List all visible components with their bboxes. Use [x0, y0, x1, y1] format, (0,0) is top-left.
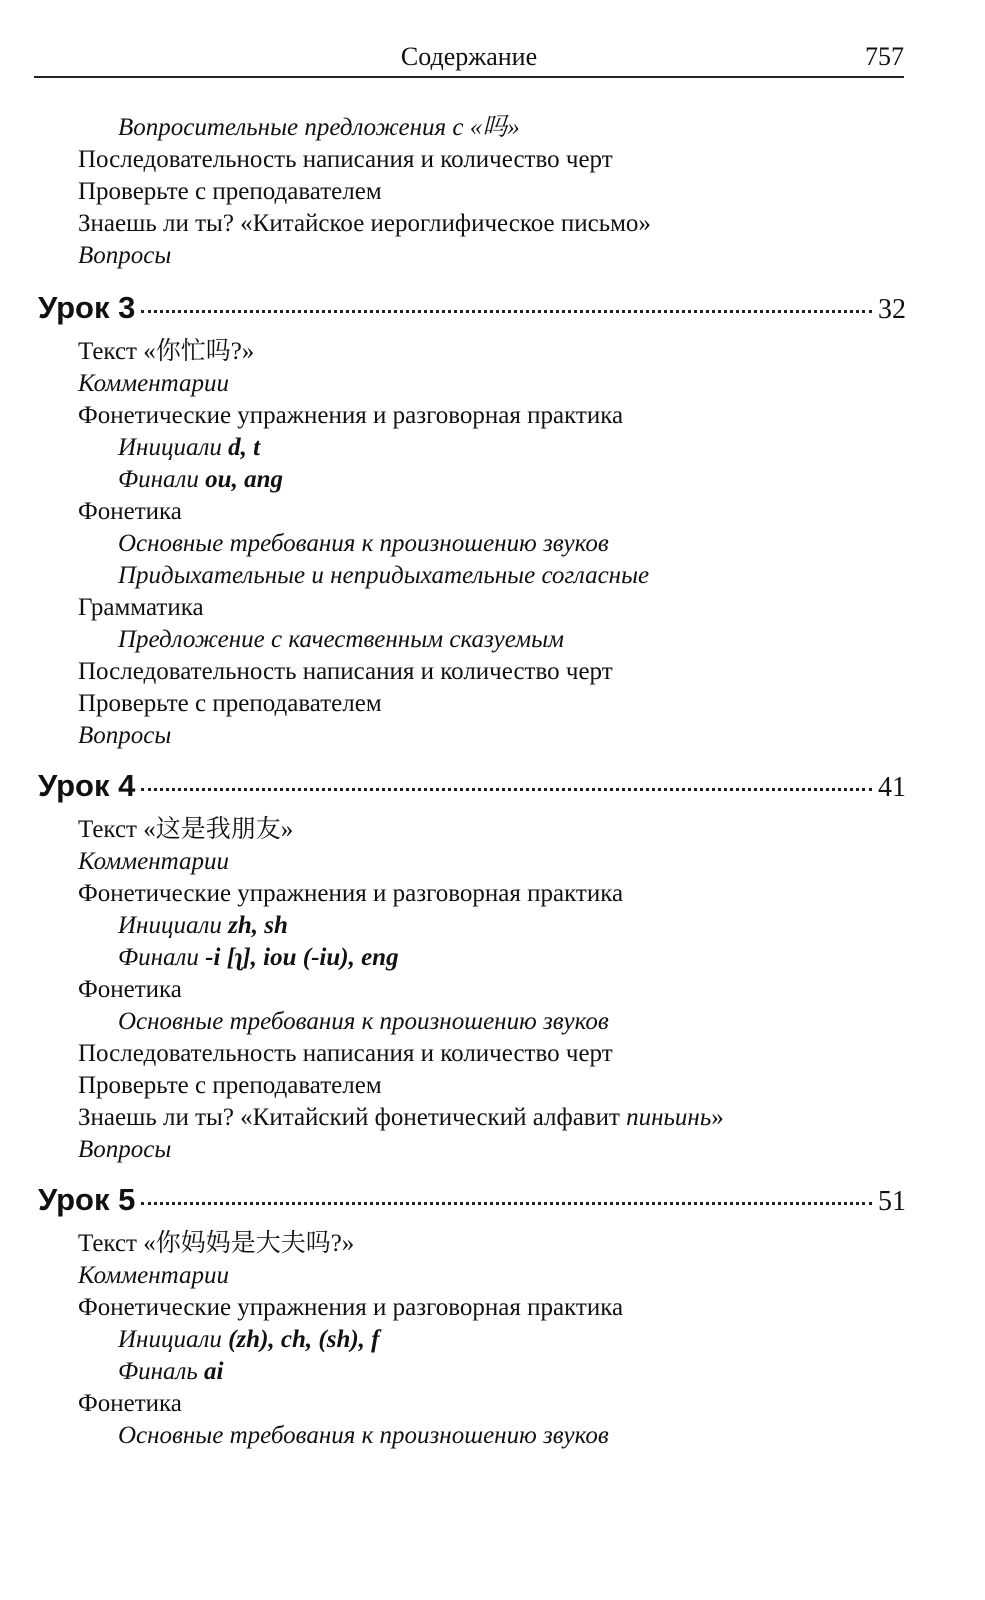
- toc-entry[interactable]: [118, 942, 399, 974]
- dot-leader: [141, 788, 872, 791]
- toc-entry[interactable]: Комментарии: [78, 848, 229, 875]
- toc-entry[interactable]: [118, 1324, 380, 1356]
- toc-entry[interactable]: [118, 910, 288, 942]
- entry-label: Финаль: [118, 1358, 198, 1385]
- entry-text: Знаешь ли ты? «Китайский фонетический алфавит: [78, 1104, 627, 1131]
- entry-label: Инициали: [118, 912, 222, 939]
- toc-entry[interactable]: [118, 1356, 224, 1388]
- toc-entry[interactable]: Фонетика: [78, 976, 182, 1003]
- toc-entry[interactable]: Фонетические упражнения и разговорная практика: [78, 402, 624, 429]
- toc-entry[interactable]: Вопросы: [78, 242, 172, 269]
- toc-entry[interactable]: Текст «这是我朋友»: [78, 816, 294, 843]
- toc-entry[interactable]: Проверьте с преподавателем: [78, 690, 382, 717]
- entry-label: Финали: [118, 466, 199, 493]
- toc-entry[interactable]: Фонетика: [78, 1390, 182, 1417]
- lesson-page: 51: [878, 1186, 906, 1217]
- entry-label: Инициали: [118, 434, 222, 461]
- toc-entry[interactable]: Вопросительные предложения с «吗»: [118, 114, 520, 141]
- entry-sounds: ou, ang: [205, 466, 283, 493]
- toc-entry[interactable]: Фонетика: [78, 498, 182, 525]
- dot-leader: [141, 310, 872, 313]
- dot-leader: [141, 1202, 872, 1205]
- toc-entry[interactable]: Основные требования к произношению звуков: [118, 1422, 609, 1449]
- toc-entry[interactable]: Придыхательные и непридыхательные согласные: [118, 562, 650, 589]
- toc-entry[interactable]: Проверьте с преподавателем: [78, 178, 382, 205]
- toc-entry[interactable]: Проверьте с преподавателем: [78, 1072, 382, 1099]
- toc-entry[interactable]: Последовательность написания и количество черт: [78, 658, 613, 685]
- entry-text: »: [711, 1104, 724, 1131]
- lesson-title: Урок 4: [38, 768, 136, 803]
- running-title: Содержание: [400, 42, 538, 71]
- toc-entry[interactable]: Комментарии: [78, 1262, 229, 1289]
- toc-entry[interactable]: [118, 464, 283, 496]
- toc-entry[interactable]: [118, 432, 260, 464]
- entry-label: Финали: [118, 944, 199, 971]
- lesson-page: 32: [878, 294, 906, 325]
- lesson-page: 41: [878, 772, 906, 803]
- toc-entry[interactable]: Комментарии: [78, 370, 229, 397]
- lesson-3-heading[interactable]: [38, 290, 906, 330]
- lesson-title: Урок 3: [38, 290, 136, 325]
- page-header: [34, 36, 904, 78]
- entry-sounds: -i [ʅ], iou (-iu), eng: [205, 944, 399, 971]
- page-number: 757: [865, 42, 904, 71]
- toc-entry[interactable]: Предложение с качественным сказуемым: [118, 626, 565, 653]
- lesson-4-heading[interactable]: [38, 768, 906, 808]
- toc-entry[interactable]: Последовательность написания и количество черт: [78, 146, 613, 173]
- toc-entry[interactable]: [78, 1102, 724, 1134]
- toc-entry[interactable]: Основные требования к произношению звуков: [118, 530, 609, 557]
- entry-sounds: ai: [204, 1358, 224, 1385]
- toc-entry[interactable]: Текст «你忙吗?»: [78, 338, 255, 365]
- entry-sounds: d, t: [228, 434, 261, 461]
- toc-entry[interactable]: Вопросы: [78, 722, 172, 749]
- lesson-title: Урок 5: [38, 1182, 136, 1217]
- toc-entry[interactable]: Грамматика: [78, 594, 204, 621]
- lesson-5-heading[interactable]: [38, 1182, 906, 1222]
- toc-entry[interactable]: Текст «你妈妈是大夫吗?»: [78, 1230, 355, 1257]
- entry-label: Инициали: [118, 1326, 222, 1353]
- toc-entry[interactable]: Фонетические упражнения и разговорная практика: [78, 1294, 624, 1321]
- entry-term: пиньинь: [626, 1104, 712, 1131]
- toc-entry[interactable]: Вопросы: [78, 1136, 172, 1163]
- toc-entry[interactable]: Фонетические упражнения и разговорная практика: [78, 880, 624, 907]
- entry-sounds: zh, sh: [228, 912, 288, 939]
- toc-entry[interactable]: Основные требования к произношению звуков: [118, 1008, 609, 1035]
- toc-entry[interactable]: Последовательность написания и количество черт: [78, 1040, 613, 1067]
- entry-sounds: (zh), ch, (sh), f: [228, 1326, 380, 1353]
- toc-entry[interactable]: Знаешь ли ты? «Китайское иероглифическое письмо»: [78, 210, 651, 237]
